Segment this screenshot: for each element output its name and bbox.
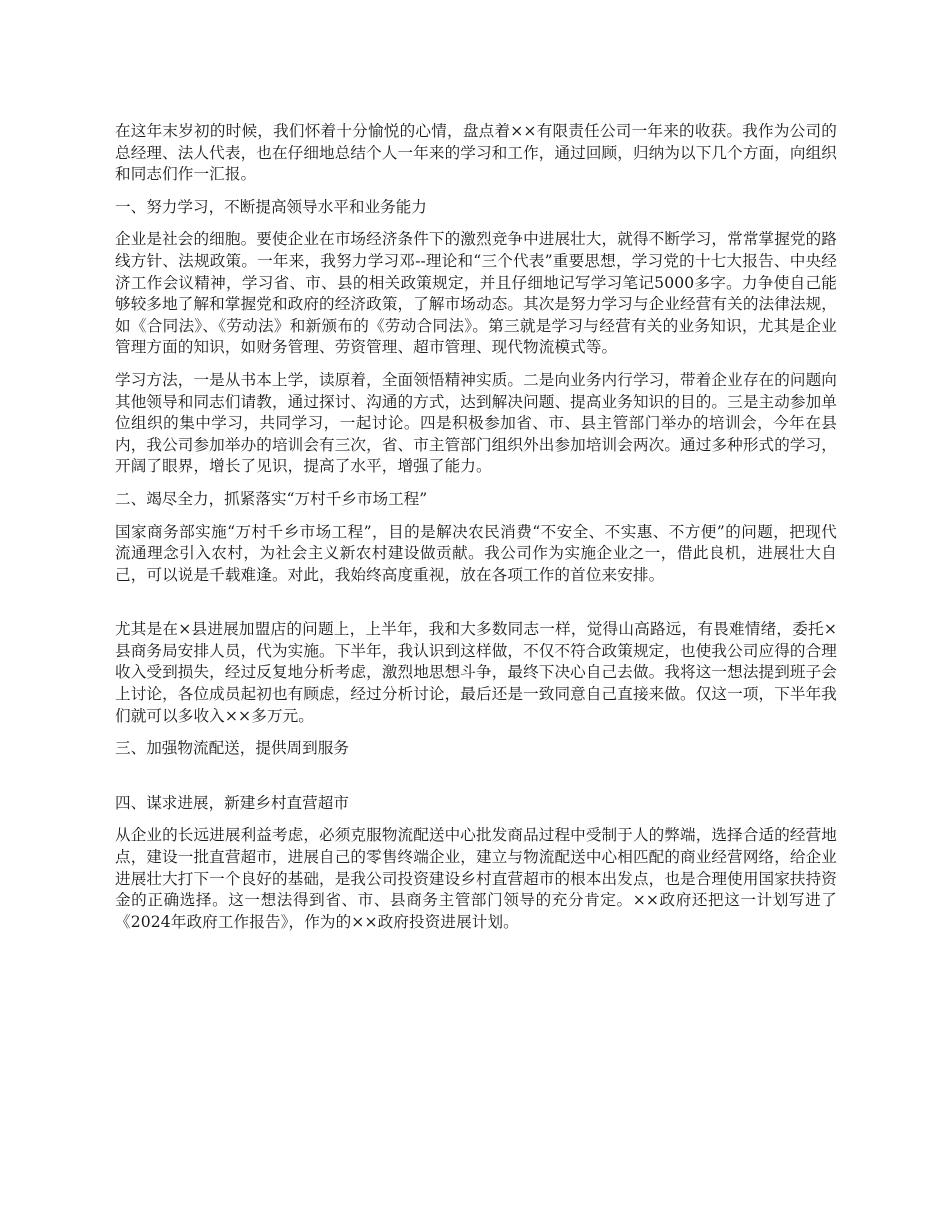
section-3-heading: 三、加强物流配送，提供周到服务 [115,739,349,758]
intro-paragraph: 在这年末岁初的时候，我们怀着十分愉悦的心情，盘点着××有限责任公司一年来的收获。我作为公司的总经理、法人代表，也在仔细地总结个人一年来的学习和工作，通过回顾，归纳为以下几个方面，向组织和同志们作一汇报。 [115,122,837,184]
section-4-heading: 四、谋求进展，新建乡村直营超市 [115,793,349,812]
section-1-paragraph-1: 企业是社会的细胞。要使企业在市场经济条件下的激烈竞争中进展壮大，就得不断学习，常常掌握党的路线方针、法规政策。一年来，我努力学习邓--理论和“三个代表”重要思想，学习党的十七大报告、中央经济工作会议精神，学习省、市、县的相关政策规定，并且仔细地记写学习笔记5000多字。力争使自己能够较多地了解和掌握党和政府的经济政策，了解市场动态。其次是努力学习与企业经营有关的法律法规，如《合同法》、《劳动法》和新颁布的《劳动合同法》。第三就是学习与经营有关的业务知识，尤其是企业管理方面的知识，如财务管理、劳资管理、超市管理、现代物流模式等。 [115,230,837,357]
section-2-heading: 二、竭尽全力，抓紧落实“万村千乡市场工程” [115,489,428,508]
section-2-paragraph-1: 国家商务部实施“万村千乡市场工程”，目的是解决农民消费“不安全、不实惠、不方便”的问题，把现代流通理念引入农村，为社会主义新农村建设做贡献。我公司作为实施企业之一，借此良机，进展壮大自己，可以说是千载难逢。对此，我始终高度重视，放在各项工作的首位来安排。 [115,522,837,584]
section-1-paragraph-2: 学习方法，一是从书本上学，读原着，全面领悟精神实质。二是向业务内行学习，带着企业存在的问题向其他领导和同志们请教，通过探讨、沟通的方式，达到解决问题、提高业务知识的目的。三是主动参加单位组织的集中学习，共同学习，一起讨论。四是积极参加省、市、县主管部门举办的培训会，今年在县内，我公司参加举办的培训会有三次，省、市主管部门组织外出参加培训会两次。通过多种形式的学习，开阔了眼界，增长了见识，提高了水平，增强了能力。 [115,370,837,476]
section-4-paragraph-1: 从企业的长远进展利益考虑，必须克服物流配送中心批发商品过程中受制于人的弊端，选择合适的经营地点，建设一批直营超市，进展自己的零售终端企业，建立与物流配送中心相匹配的商业经营网络，给企业进展壮大打下一个良好的基础，是我公司投资建设乡村直营超市的根本出发点，也是合理使用国家扶持资金的正确选择。这一想法得到省、市、县商务主管部门领导的充分肯定。××政府还把这一计划写进了《2024年政府工作报告》，作为的××政府投资进展计划。 [115,826,837,931]
section-1-heading: 一、努力学习，不断提高领导水平和业务能力 [115,197,427,216]
document-page [115,121,837,933]
section-2-paragraph-2: 尤其是在×县进展加盟店的问题上，上半年，我和大多数同志一样，觉得山高路远，有畏难情绪，委托×县商务局安排人员，代为实施。下半年，我认识到这样做，不仅不符合政策规定，也使我公司应得的合理收入受到损失，经过反复地分析考虑，激烈地思想斗争，最终下决心自己去做。我将这一想法提到班子会上讨论，各位成员起初也有顾虑，经过分析讨论，最后还是一致同意自己直接来做。仅这一项，下半年我们就可以多收入××多万元。 [115,620,837,725]
